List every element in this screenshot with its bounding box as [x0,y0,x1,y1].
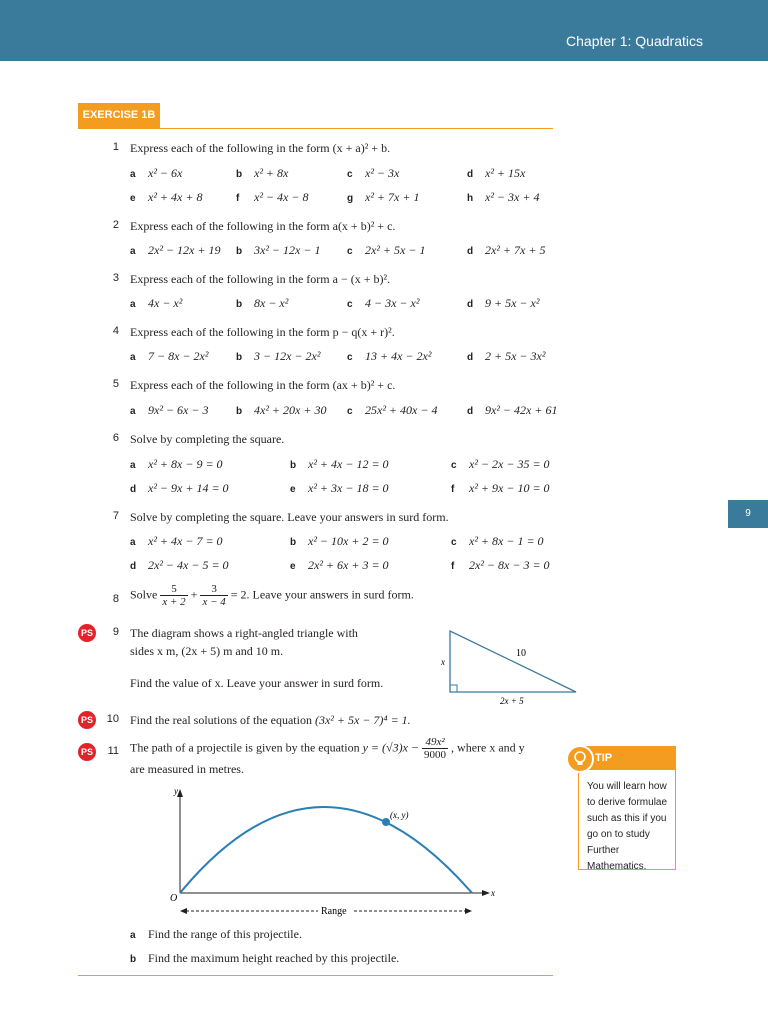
question-part [451,558,550,573]
part-label: c [451,460,457,471]
part-expression: 2x² − 4x − 5 = 0 [148,558,229,572]
part-label: d [467,246,474,257]
header-bar [0,0,768,61]
part-label: f [236,193,240,204]
question-part [236,166,288,181]
plus-sign: + [190,587,198,602]
question-text [130,583,414,608]
triangle-diagram [436,626,586,708]
question-part [347,190,419,205]
part-expression: 7 − 8x − 2x² [148,349,209,363]
origin-label: O [170,893,178,904]
part-expression: 4x² + 20x + 30 [254,403,327,417]
question-part [347,166,399,181]
part-expression: 2x² + 7x + 5 [485,243,546,257]
question-part [347,243,425,258]
part-expression: x² + 15x [485,166,526,180]
question-number: 3 [112,272,119,284]
part-expression: x² − 6x [148,166,183,180]
part-expression: 3x² − 12x − 1 [254,243,321,257]
bottom-rule [78,975,553,976]
part-expression: x² + 4x + 8 [148,190,203,204]
point-label: (x, y) [390,810,409,820]
question-part [130,558,229,573]
question-suffix: , where x and y [451,740,525,755]
denominator: x − 4 [202,596,226,608]
part-expression: 9x² − 42x + 61 [485,403,558,417]
question-part [290,558,389,573]
question-number: 8 [112,593,119,605]
part-label: c [347,169,353,180]
part-label: e [290,561,296,572]
question-text: Express each of the following in the form (ax + b)² + c. [130,378,396,392]
projectile-diagram [160,785,510,920]
exercise-rule [78,128,553,129]
arrowhead [482,890,490,896]
part-label: b [236,299,243,310]
part-label: a [130,169,136,180]
question-part [130,166,182,181]
question-part [130,349,208,364]
part-label: c [451,537,457,548]
part-label: a [130,406,136,417]
question-part [347,349,431,364]
question-text [130,713,411,728]
question-text: are measured in metres. [130,762,244,776]
question-number: 6 [112,432,119,444]
question-number: 11 [107,745,119,757]
part-expression: 13 + 4x − 2x² [365,349,432,363]
part-expression: x² − 2x − 35 = 0 [469,457,550,471]
question-part [347,296,419,311]
part-expression: x² − 3x + 4 [485,190,540,204]
part-expression: 9 + 5x − x² [485,296,540,310]
question-number: 4 [112,325,119,337]
equation: y = (√3)x − [362,740,420,755]
part-label: a [130,352,136,363]
part-label: b [290,537,297,548]
question-part [130,243,220,258]
question-text: sides x m, (2x + 5) m and 10 m. [130,644,284,658]
part-expression: 2 + 5x − 3x² [485,349,546,363]
part-expression: x² − 9x + 14 = 0 [148,481,229,495]
question-part [467,349,545,364]
question-text [130,736,525,761]
x-axis-label: x [491,888,495,898]
question-part [130,296,182,311]
part-label: c [347,299,353,310]
part-expression: 2x² − 12x + 19 [148,243,221,257]
question-part [290,534,389,549]
question-part [130,481,229,496]
question-part [467,166,525,181]
part-expression: Find the range of this projectile. [148,927,302,941]
part-label: c [347,246,353,257]
problem-solving-icon: PS [78,743,96,761]
range-label: Range [321,906,347,917]
part-expression: x² + 9x − 10 = 0 [469,481,550,495]
question-text: Express each of the following in the form a − (x + b)². [130,272,391,286]
part-expression: x² + 3x − 18 = 0 [308,481,389,495]
question-part [467,243,545,258]
part-label: a [130,460,136,471]
question-text: Solve by completing the square. [130,432,285,446]
fraction [200,583,227,608]
question-part [347,403,437,418]
side-label: 2x + 5 [500,696,524,706]
question-number: 5 [112,378,119,390]
y-axis-label: y [174,786,178,796]
part-expression: 8x − x² [254,296,289,310]
part-label: b [130,954,137,965]
question-part [290,481,389,496]
question-part [236,403,326,418]
part-label: d [130,484,137,495]
part-label: a [130,537,136,548]
part-expression: 2x² − 8x − 3 = 0 [469,558,550,572]
hypotenuse-label: 10 [516,648,526,659]
question-part [236,243,320,258]
question-part [130,403,208,418]
triangle [450,631,576,692]
point-marker [382,818,390,826]
question-part [451,481,550,496]
lightbulb-icon [566,745,594,773]
part-label: c [347,406,353,417]
question-prefix: Find the real solutions of the equation [130,713,312,727]
projectile-curve [180,807,472,893]
part-label: e [130,193,136,204]
part-expression: 4 − 3x − x² [365,296,420,310]
question-part [130,534,223,549]
question-part [236,296,288,311]
fraction [160,583,187,608]
question-text: Find the value of x. Leave your answer in surd form. [130,676,384,690]
equation: (3x² + 5x − 7)⁴ = 1. [314,713,411,727]
question-number: 7 [112,510,119,522]
page-number: 9 [728,500,768,528]
right-angle-marker [450,685,457,692]
part-label: f [451,561,455,572]
part-label: d [467,406,474,417]
part-expression: x² + 4x − 12 = 0 [308,457,389,471]
question-text: Express each of the following in the form p − q(x + r)². [130,325,395,339]
part-expression: x² + 8x [254,166,289,180]
part-label: b [290,460,297,471]
lightbulb-glyph [568,747,592,771]
part-expression: x² − 10x + 2 = 0 [308,534,389,548]
part-label: b [236,246,243,257]
question-text: The diagram shows a right-angled triangle with [130,626,358,640]
side-label: x [441,657,445,667]
part-expression: x² + 7x + 1 [365,190,420,204]
question-part [290,457,389,472]
question-suffix: = 2. Leave your answers in surd form. [230,587,414,602]
part-label: d [467,299,474,310]
part-label: a [130,246,136,257]
part-expression: x² − 3x [365,166,400,180]
question-part [130,927,302,942]
question-part [130,457,223,472]
part-label: d [467,169,474,180]
part-expression: x² − 4x − 8 [254,190,309,204]
question-prefix: Solve [130,587,158,602]
question-part [130,190,202,205]
part-label: d [130,561,137,572]
part-expression: 2x² + 6x + 3 = 0 [308,558,389,572]
denominator: x + 2 [162,596,186,608]
part-expression: x² + 4x − 7 = 0 [148,534,223,548]
numerator: 3 [200,583,227,596]
part-label: h [467,193,474,204]
question-prefix: The path of a projectile is given by the equation [130,740,360,755]
part-label: g [347,193,354,204]
tip-title: TIP [595,752,613,764]
question-text: Express each of the following in the form a(x + b)² + c. [130,219,396,233]
part-expression: x² + 8x − 9 = 0 [148,457,223,471]
part-expression: Find the maximum height reached by this projectile. [148,951,400,965]
part-label: f [451,484,455,495]
question-number: 9 [112,626,119,638]
question-part [236,190,308,205]
chapter-title: Chapter 1: Quadratics [566,33,703,49]
question-part [236,349,320,364]
numerator: 5 [160,583,187,596]
arrowhead [180,908,187,914]
denominator: 9000 [424,749,447,761]
question-part [467,190,539,205]
question-part [467,403,557,418]
part-label: a [130,299,136,310]
problem-solving-icon: PS [78,624,96,642]
question-part [130,951,399,966]
tip-text: You will learn how to derive formulae such as this if you go on to study Further Mathematics. [587,781,668,872]
part-expression: 2x² + 5x − 1 [365,243,426,257]
fraction [422,736,448,761]
question-part [467,296,539,311]
part-label: e [290,484,296,495]
arrowhead [465,908,472,914]
question-part [451,457,550,472]
question-number: 10 [106,713,119,725]
question-number: 2 [112,219,119,231]
exercise-tag: EXERCISE 1B [78,103,160,128]
part-expression: 25x² + 40x − 4 [365,403,438,417]
question-text: Solve by completing the square. Leave your answers in surd form. [130,510,449,524]
part-expression: 4x − x² [148,296,183,310]
part-label: b [236,406,243,417]
part-expression: x² + 8x − 1 = 0 [469,534,544,548]
part-expression: 9x² − 6x − 3 [148,403,209,417]
question-part [451,534,544,549]
question-number: 1 [112,141,119,153]
part-label: b [236,352,243,363]
part-label: a [130,930,136,941]
question-text: Express each of the following in the form (x + a)² + b. [130,141,391,155]
part-label: d [467,352,474,363]
problem-solving-icon: PS [78,711,96,729]
part-label: c [347,352,353,363]
part-label: b [236,169,243,180]
part-expression: 3 − 12x − 2x² [254,349,321,363]
numerator: 49x² [422,736,448,749]
